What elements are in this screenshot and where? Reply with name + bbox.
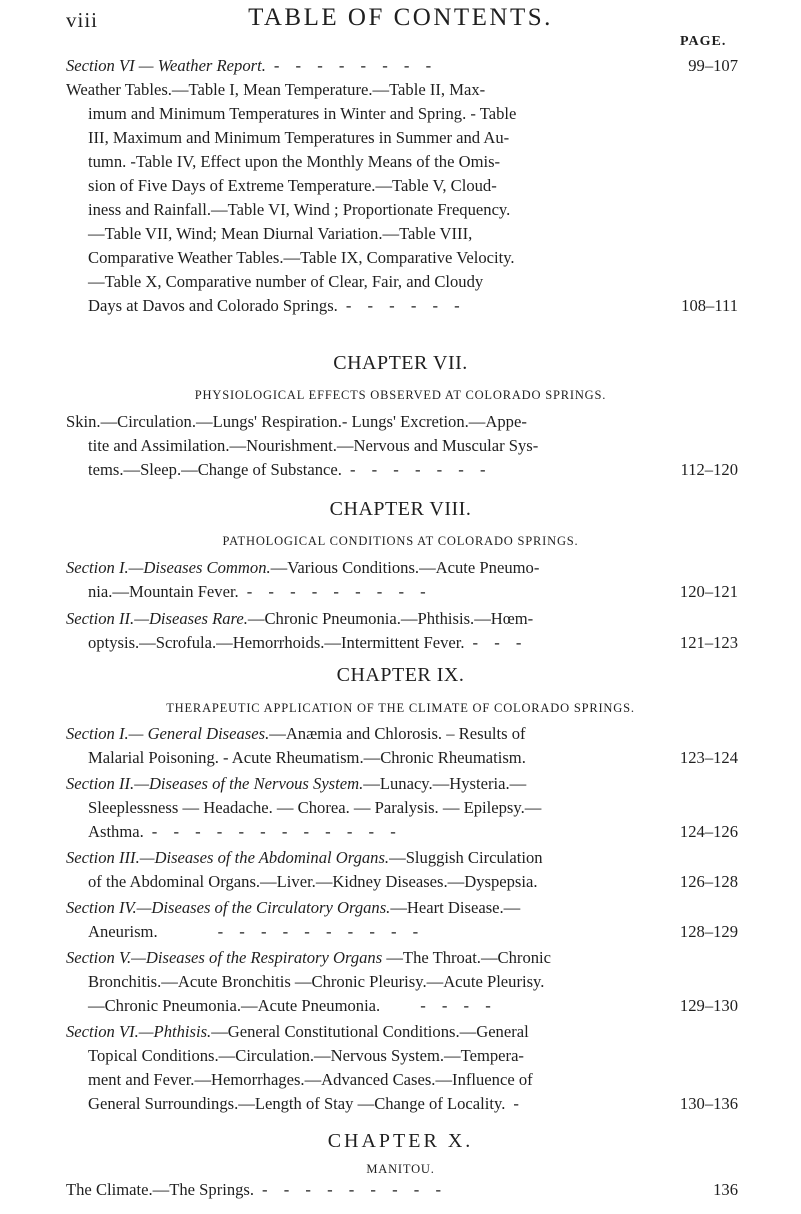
entry-line: tumn. -Table IV, Effect upon the Monthly Means of the Omis- <box>88 152 501 171</box>
page-range: 124–126 <box>674 820 738 844</box>
entry-line: Weather Tables.—Table I, Mean Temperature.—Table II, Max- <box>66 80 486 99</box>
page-header-title: TABLE OF CONTENTS. <box>248 4 553 31</box>
page-range: 129–130 <box>674 994 738 1018</box>
chapter-subtitle: THERAPEUTIC APPLICATION OF THE CLIMATE OF COLORADO SPRINGS. <box>166 701 635 715</box>
entry-line: nia.—Mountain Fever. <box>88 582 239 601</box>
toc-entry-ch8-section-ii <box>66 607 738 655</box>
entry-line: Topical Conditions.—Circulation.—Nervous System.—Tempera- <box>88 1046 524 1065</box>
section-heading: Section I.—Diseases Common. <box>66 558 271 577</box>
entry-line: Days at Davos and Colorado Springs. <box>88 296 338 315</box>
entry-line: The Climate.—The Springs. <box>66 1180 255 1199</box>
leader-dots: - - - <box>472 633 528 652</box>
section-heading: Section III.—Diseases of the Abdominal Organs. <box>66 848 390 867</box>
toc-entry-ch9-section-vi <box>66 1020 738 1116</box>
entry-line: of the Abdominal Organs.—Liver.—Kidney Diseases.—Dyspepsia. <box>88 872 538 891</box>
section-heading: Section II.—Diseases Rare. <box>66 609 248 628</box>
page-range: 108–111 <box>675 294 738 318</box>
entry-line: General Surroundings.—Length of Stay —Change of Locality. <box>88 1094 506 1113</box>
entry-line: —Various Conditions.—Acute Pneumo- <box>270 558 540 577</box>
leader-dots: - - - - <box>420 996 497 1015</box>
entry-line: —Lunacy.—Hysteria.— <box>363 774 527 793</box>
entry-line: Sleeplessness — Headache. — Chorea. — Paralysis. — Epilepsy.— <box>88 798 542 817</box>
page-range: 99–107 <box>682 54 738 78</box>
entry-line: —Chronic Pneumonia.—Acute Pneumonia. <box>88 996 381 1015</box>
page-range: 130–136 <box>674 1092 738 1116</box>
entry-line: optysis.—Scrofula.—Hemorrhoids.—Intermittent Fever. <box>88 633 465 652</box>
toc-entry-ch8-section-i <box>66 556 738 604</box>
entry-line: —Table VII, Wind; Mean Diurnal Variation.—Table VIII, <box>88 224 473 243</box>
entry-line: —General Constitutional Conditions.—General <box>211 1022 529 1041</box>
entry-line: iness and Rainfall.—Table VI, Wind ; Proportionate Frequency. <box>88 200 511 219</box>
entry-line: Malarial Poisoning. - Acute Rheumatism.—Chronic Rheumatism. <box>88 748 526 767</box>
entry-line: —The Throat.—Chronic <box>382 948 552 967</box>
section-heading: Section VI.—Phthisis. <box>66 1022 212 1041</box>
entry-line: Aneurism. <box>88 922 158 941</box>
leader-dots: - - - - - - - - - - - - <box>151 822 402 841</box>
toc-entry-ch9-section-iii <box>66 846 738 894</box>
chapter-title: CHAPTER X. <box>327 1130 474 1152</box>
entry-line: Skin.—Circulation.—Lungs' Respiration.- Lungs' Excretion.—Appe- <box>66 412 527 431</box>
leader-dots: - - - - - - - - - <box>262 1180 447 1199</box>
toc-entry-ch9-section-iv <box>66 896 738 944</box>
toc-entry-ch9-section-ii <box>66 772 738 844</box>
page-column-label: PAGE. <box>680 34 727 49</box>
entry-line: III, Maximum and Minimum Temperatures in Summer and Au- <box>88 128 510 147</box>
entry-line: tite and Assimilation.—Nourishment.—Nervous and Muscular Sys- <box>88 436 539 455</box>
entry-line: Asthma. <box>88 822 144 841</box>
chapter-title: CHAPTER IX. <box>336 664 465 686</box>
entry-line: —Table X, Comparative number of Clear, Fair, and Cloudy <box>88 272 484 291</box>
entry-line: imum and Minimum Temperatures in Winter and Spring. - Table <box>88 104 517 123</box>
page-range: 136 <box>707 1178 738 1202</box>
section-heading: Section VI — Weather Report. <box>66 56 266 75</box>
toc-entry-chapter-x <box>66 1178 738 1202</box>
entry-line: —Heart Disease.— <box>390 898 521 917</box>
leader-dots: - - - - - - - <box>349 460 492 479</box>
page-range: 121–123 <box>674 631 738 655</box>
entry-line: tems.—Sleep.—Change of Substance. <box>88 460 342 479</box>
entry-line: Bronchitis.—Acute Bronchitis —Chronic Pleurisy.—Acute Pleurisy. <box>88 972 545 991</box>
page-range: 126–128 <box>674 870 738 894</box>
toc-entry-chapter-vii <box>66 410 738 482</box>
entry-line: —Sluggish Circulation <box>389 848 543 867</box>
entry-line: Comparative Weather Tables.—Table IX, Comparative Velocity. <box>88 248 515 267</box>
toc-entry-ch9-section-v <box>66 946 738 1018</box>
chapter-title: CHAPTER VIII. <box>329 498 472 520</box>
section-heading: Section IV.—Diseases of the Circulatory Organs. <box>66 898 391 917</box>
entry-line: —Chronic Pneumonia.—Phthisis.—Hœm- <box>247 609 534 628</box>
entry-line: ment and Fever.—Hemorrhages.—Advanced Cases.—Influence of <box>88 1070 533 1089</box>
entry-line: sion of Five Days of Extreme Temperature.—Table V, Cloud- <box>88 176 497 195</box>
chapter-subtitle: MANITOU. <box>366 1162 435 1176</box>
leader-dots: - - - - - - - - - - <box>217 922 425 941</box>
section-heading: Section V.—Diseases of the Respiratory Organs <box>66 948 383 967</box>
leader-dots: - - - - - - <box>345 296 466 315</box>
toc-entry-ch9-section-i <box>66 722 738 770</box>
chapter-subtitle: PHYSIOLOGICAL EFFECTS OBSERVED AT COLORADO SPRINGS. <box>194 388 607 402</box>
entry-line: —Anæmia and Chlorosis. – Results of <box>269 724 526 743</box>
section-heading: Section II.—Diseases of the Nervous System. <box>66 774 364 793</box>
chapter-title: CHAPTER VII. <box>333 352 468 374</box>
leader-dots: - - - - - - - - <box>273 56 438 75</box>
section-heading: Section I.— General Diseases. <box>66 724 270 743</box>
chapter-subtitle: PATHOLOGICAL CONDITIONS AT COLORADO SPRINGS. <box>222 534 579 548</box>
page-range: 120–121 <box>674 580 738 604</box>
leader-dots: - - - - - - - - - <box>246 582 432 601</box>
page-number: viii <box>66 8 99 32</box>
leader-dots: - <box>513 1094 525 1113</box>
toc-entry-section-vi-weather <box>66 54 738 318</box>
page-range: 112–120 <box>675 458 738 482</box>
page-range: 128–129 <box>674 920 738 944</box>
page-range: 123–124 <box>674 746 738 770</box>
